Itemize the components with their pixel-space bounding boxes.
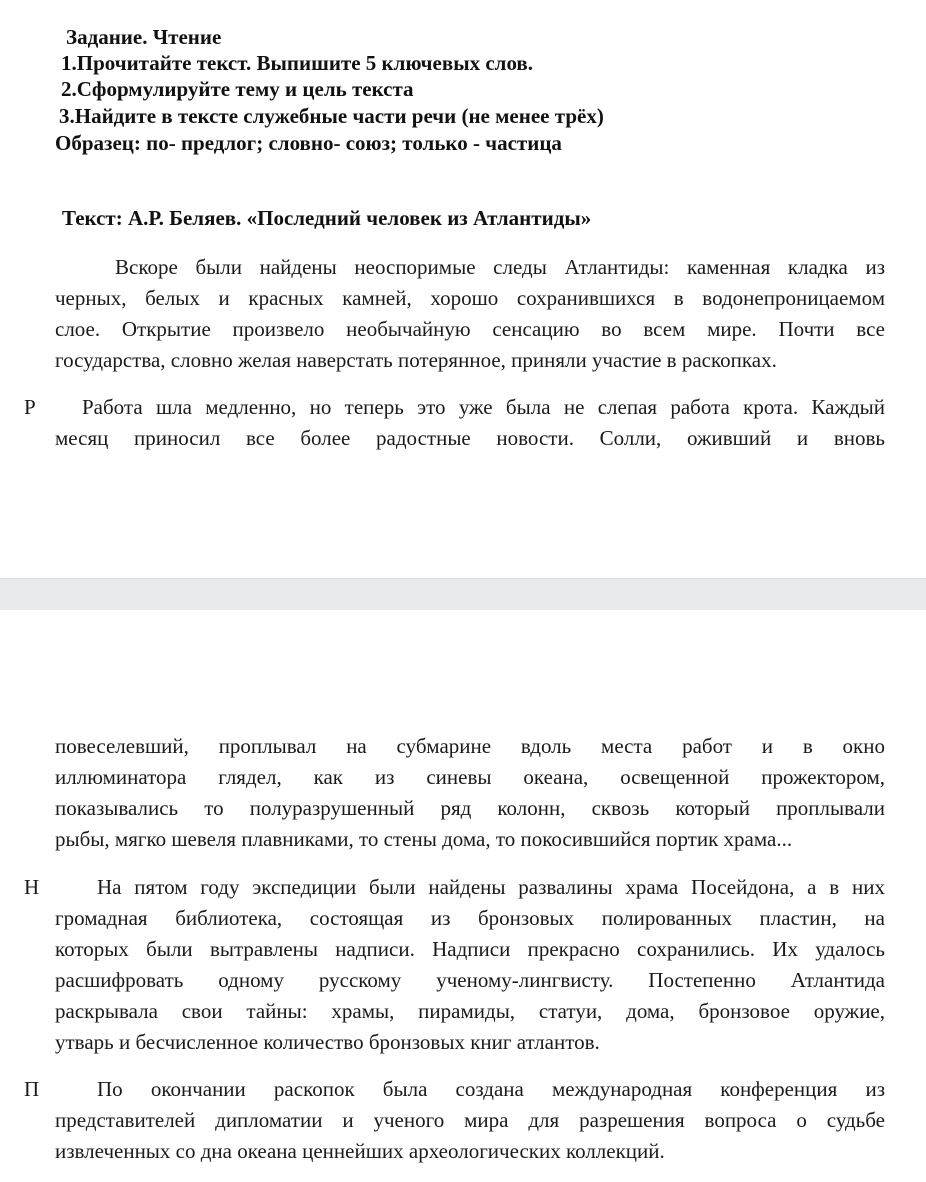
paragraph-line: месяц приносил все более радостные новости. Солли, оживший и вновь: [55, 426, 885, 450]
paragraph-line: иллюминатора глядел, как из синевы океана, освещенной прожектором,: [55, 765, 885, 789]
paragraph-line: которых были вытравлены надписи. Надписи прекрасно сохранились. Их удалось: [55, 937, 885, 961]
paragraph-line: расшифровать одному русскому ученому-лингвисту. Постепенно Атлантида: [55, 968, 885, 992]
paragraph-2: [55, 392, 885, 454]
paragraph-line: Вскоре были найдены неоспоримые следы Атлантиды: каменная кладка из: [115, 255, 885, 279]
paragraph-marker: Н: [24, 875, 40, 899]
paragraph-line: государства, словно желая наверстать потерянное, приняли участие в раскопках.: [55, 348, 777, 372]
paragraph-line: показывались то полуразрушенный ряд колонн, сквозь который проплывали: [55, 796, 885, 820]
task-item-2: 2.Сформулируйте тему и цель текста: [61, 77, 414, 101]
task-heading: Задание. Чтение: [66, 25, 222, 49]
paragraph-marker: Р: [24, 395, 36, 419]
task-example: Образец: по- предлог; словно- союз; только - частица: [55, 131, 562, 155]
text-title: Текст: А.Р. Беляев. «Последний человек из Атлантиды»: [62, 206, 592, 230]
page-break: [0, 578, 926, 611]
task-item-3: 3.Найдите в тексте служебные части речи (не менее трёх): [59, 104, 604, 128]
paragraph-3: [55, 872, 885, 1058]
paragraph-marker: П: [24, 1077, 40, 1101]
document-page-1: [0, 0, 926, 578]
document-page-2: [0, 610, 926, 1182]
paragraph-line: Работа шла медленно, но теперь это уже была не слепая работа крота. Каждый: [82, 395, 885, 419]
paragraph-line: громадная библиотека, состоящая из бронзовых полированных пластин, на: [55, 906, 885, 930]
paragraph-line: На пятом году экспедиции были найдены развалины храма Посейдона, а в них: [97, 875, 885, 899]
paragraph-line: извлеченных со дна океана ценнейших археологических коллекций.: [55, 1139, 665, 1163]
paragraph-4: [55, 1074, 885, 1167]
paragraph-line: представителей дипломатии и ученого мира для разрешения вопроса о судьбе: [55, 1108, 885, 1132]
paragraph-line: утварь и бесчисленное количество бронзовых книг атлантов.: [55, 1030, 600, 1054]
paragraph-line: рыбы, мягко шевеля плавниками, то стены дома, то покосившийся портик храма...: [55, 827, 793, 851]
paragraph-2-continued: [55, 731, 885, 855]
task-item-1: 1.Прочитайте текст. Выпишите 5 ключевых слов.: [61, 51, 534, 75]
paragraph-line: слое. Открытие произвело необычайную сенсацию во всем мире. Почти все: [55, 317, 885, 341]
paragraph-line: черных, белых и красных камней, хорошо сохранившихся в водонепроницаемом: [55, 286, 885, 310]
paragraph-line: повеселевший, проплывал на субмарине вдоль места работ и в окно: [55, 734, 885, 758]
paragraph-line: раскрывала свои тайны: храмы, пирамиды, статуи, дома, бронзовое оружие,: [55, 999, 885, 1023]
paragraph-1: [55, 252, 885, 376]
paragraph-line: По окончании раскопок была создана международная конференция из: [97, 1077, 885, 1101]
